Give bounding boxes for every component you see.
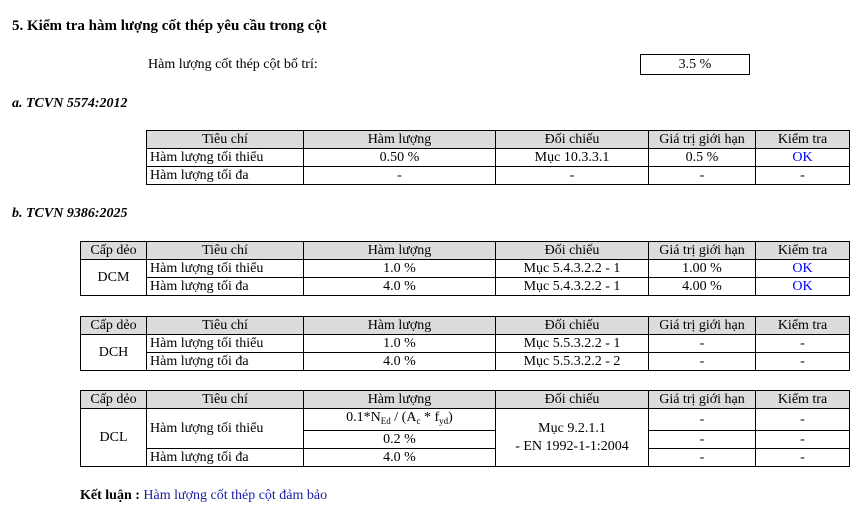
content-cell: 4.0 % <box>304 353 496 371</box>
provided-ratio-label: Hàm lượng cốt thép cột bố trí: <box>148 57 318 72</box>
header-criterion: Tiêu chí <box>147 317 304 335</box>
table-header-row <box>147 131 850 149</box>
criterion-cell: Hàm lượng tối thiểu <box>147 260 304 278</box>
criterion-cell: Hàm lượng tối thiểu <box>147 409 304 449</box>
limit-cell: - <box>649 449 756 467</box>
criterion-cell: Hàm lượng tối đa <box>147 167 304 185</box>
content-cell: 4.0 % <box>304 449 496 467</box>
content-cell: 1.0 % <box>304 335 496 353</box>
header-content: Hàm lượng <box>304 242 496 260</box>
table-row <box>81 449 850 467</box>
table-tcvn-5574 <box>146 130 850 185</box>
formula-cell: $0.1*N_{Ed} / (A_c * f_{yd})$ <box>304 409 496 431</box>
table-row <box>147 149 850 167</box>
content-cell: 0.50 % <box>304 149 496 167</box>
reference-cell: Mục 10.3.3.1 <box>496 149 649 167</box>
limit-cell: - <box>649 167 756 185</box>
table-row <box>147 167 850 185</box>
limit-cell: 1.00 % <box>649 260 756 278</box>
criterion-cell: Hàm lượng tối đa <box>147 449 304 467</box>
header-limit: Giá trị giới hạn <box>649 131 756 149</box>
header-check: Kiểm tra <box>756 317 850 335</box>
conclusion-text: Hàm lượng cốt thép cột đảm bảo <box>143 488 328 503</box>
header-criterion: Tiêu chí <box>147 391 304 409</box>
table-row <box>81 278 850 296</box>
check-cell: - <box>756 353 850 371</box>
check-cell: OK <box>756 260 850 278</box>
limit-cell: 0.5 % <box>649 149 756 167</box>
check-cell: - <box>756 167 850 185</box>
header-check: Kiểm tra <box>756 242 850 260</box>
table-row <box>81 409 850 431</box>
conclusion <box>80 488 327 504</box>
ductility-class-cell: DCM <box>81 260 147 296</box>
criterion-cell: Hàm lượng tối thiểu <box>147 335 304 353</box>
header-content: Hàm lượng <box>304 391 496 409</box>
reference-cell: - <box>496 167 649 185</box>
check-cell: - <box>756 431 850 449</box>
limit-cell: - <box>649 409 756 431</box>
header-reference: Đối chiếu <box>496 131 649 149</box>
check-cell: - <box>756 335 850 353</box>
header-ductility: Cấp dẻo <box>81 317 147 335</box>
reference-cell: Mục 5.5.3.2.2 - 1 <box>496 335 649 353</box>
table-header-row <box>81 317 850 335</box>
table-row <box>81 335 850 353</box>
header-limit: Giá trị giới hạn <box>649 317 756 335</box>
reference-cell: Mục 5.4.3.2.2 - 1 <box>496 278 649 296</box>
content-cell: - <box>304 167 496 185</box>
limit-cell: - <box>649 353 756 371</box>
check-cell: - <box>756 409 850 431</box>
table-header-row <box>81 391 850 409</box>
ductility-class-cell: DCH <box>81 335 147 371</box>
limit-cell: 4.00 % <box>649 278 756 296</box>
header-check: Kiểm tra <box>756 131 850 149</box>
header-reference: Đối chiếu <box>496 317 649 335</box>
check-cell: - <box>756 449 850 467</box>
header-check: Kiểm tra <box>756 391 850 409</box>
conclusion-label: Kết luận : <box>80 488 140 503</box>
content-cell: 4.0 % <box>304 278 496 296</box>
table-header-row <box>81 242 850 260</box>
part-b-title: b. TCVN 9386:2025 <box>12 206 128 221</box>
table-dch <box>80 316 850 371</box>
limit-cell: - <box>649 335 756 353</box>
table-dcl <box>80 390 850 467</box>
header-content: Hàm lượng <box>304 131 496 149</box>
header-ductility: Cấp dẻo <box>81 391 147 409</box>
header-criterion: Tiêu chí <box>147 242 304 260</box>
header-ductility: Cấp dẻo <box>81 242 147 260</box>
table-dcm <box>80 241 850 296</box>
criterion-cell: Hàm lượng tối đa <box>147 353 304 371</box>
header-content: Hàm lượng <box>304 317 496 335</box>
reference-cell: Mục 9.2.1.1 - EN 1992-1-1:2004 <box>496 409 649 467</box>
criterion-cell: Hàm lượng tối thiểu <box>147 149 304 167</box>
ductility-class-cell: DCL <box>81 409 147 467</box>
provided-ratio-value: 3.5 % <box>640 54 750 75</box>
header-reference: Đối chiếu <box>496 391 649 409</box>
check-cell: OK <box>756 149 850 167</box>
header-limit: Giá trị giới hạn <box>649 391 756 409</box>
header-reference: Đối chiếu <box>496 242 649 260</box>
check-cell: OK <box>756 278 850 296</box>
header-limit: Giá trị giới hạn <box>649 242 756 260</box>
table-row <box>81 353 850 371</box>
reference-cell: Mục 5.4.3.2.2 - 1 <box>496 260 649 278</box>
table-row <box>81 260 850 278</box>
content-cell: 1.0 % <box>304 260 496 278</box>
header-criterion: Tiêu chí <box>147 131 304 149</box>
limit-cell: - <box>649 431 756 449</box>
reference-cell: Mục 5.5.3.2.2 - 2 <box>496 353 649 371</box>
section-title: 5. Kiểm tra hàm lượng cốt thép yêu cầu trong cột <box>12 18 327 34</box>
criterion-cell: Hàm lượng tối đa <box>147 278 304 296</box>
part-a-title: a. TCVN 5574:2012 <box>12 96 128 111</box>
content-cell: 0.2 % <box>304 431 496 449</box>
